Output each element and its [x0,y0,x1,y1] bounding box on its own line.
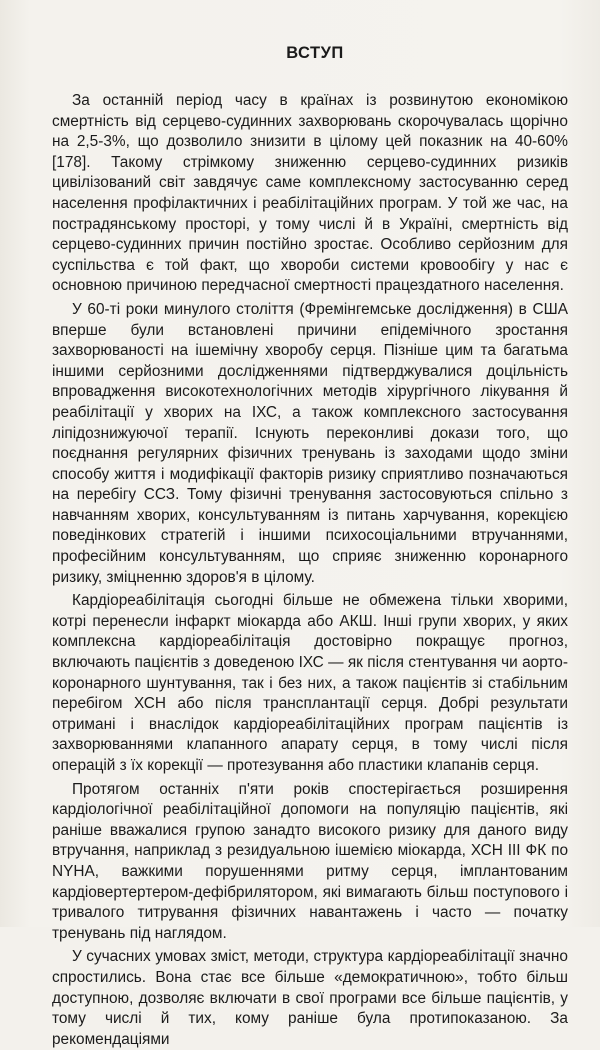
paragraph: Кардіореабілітація сьогодні більше не обмежена тільки хворими, котрі перенесли інфаркт міокарда або АКШ. Інші групи хворих, у яких комплексна кардіореабілітація достовірно покращує прогноз, включають пацієнтів з доведеною ІХС — як після стентування чи аорто-коронарного шунтування, так і без них, а також пацієнтів зі стабільним перебігом ХСН або після трансплантації серця. Добрі результати отримані і внаслідок кардіореабілітаційних програм пацієнтів із захворюваннями клапанного апарату серця, в тому числі після операцій з їх корекції — протезування або пластики клапанів серця. [52,592,568,774]
paragraph: За останній період часу в країнах із розвинутою економікою смертність від серцево-судинних захворювань скорочувалась щорічно на 2,5-3%, що дозволило знизити в цілому цей показник на 40-60% [178]. Такому стрімкому зниженню серцево-судинних ризиків цивілізований світ завдячує саме комплексному застосуванню серед населення профілактичних і реабілітаційних програм. У той же час, на пострадянському просторі, у тому числі й в Україні, смертність від серцево-судинних причин постійно зростає. Особливо серйозним для суспільства є той факт, що хвороби системи кровообігу у нас є основною причиною передчасної смертності працездатного населення. [52,92,568,295]
paragraph: У сучасних умовах зміст, методи, структура кардіореабілітації значно спростились. Вона стає все більше «демократичною», тобто більш доступною, дозволяє включати в свої програми все більше пацієнтів, у тому числі й тих, кому раніше була протипоказаною. За рекомендаціями [52,948,568,1048]
paragraph: У 60-ті роки минулого століття (Фремінгемське дослідження) в США вперше були встановлені причини епідемічного зростання захворюваності на ішемічну хворобу серця. Пізніше цим та багатьма іншими серйозними дослідженнями підтверджувалися доцільність впровадження високотехнологічних методів хірургічного лікування й реабілітації у хворих на ІХС, а також комплексного застосування ліпідознижуючої терапії. Існують переконливі докази того, що поєднання регулярних фізичних тренувань із заходами щодо зміни способу життя і модифікації факторів ризику сприятливо позначаються на перебігу ССЗ. Тому фізичні тренування застосовуються спільно з навчанням хворих, консультуванням із питань харчування, корекцією поведінкових стратегій і іншими психосоціальними втручаннями, професійним консультуванням, що сприяє зниженню коронарного ризику, зміцненню здоров'я в цілому. [52,300,568,586]
paragraph: Протягом останніх п'яти років спостерігається розширення кардіологічної реабілітаційної допомоги на популяцію пацієнтів, які раніше вважалися групою занадто високого ризику для даного виду втручання, наприклад з резидуальною ішемією міокарда, ХСН ІІІ ФК по NYHA, важкими порушеннями ритму серця, імплантованим кардіовертертером-дефібрилятором, які вимагають більш поступового і тривалого титрування фізичних навантажень і часто — початку тренувань під наглядом. [52,780,568,942]
section-title: ВСТУП [286,44,344,62]
